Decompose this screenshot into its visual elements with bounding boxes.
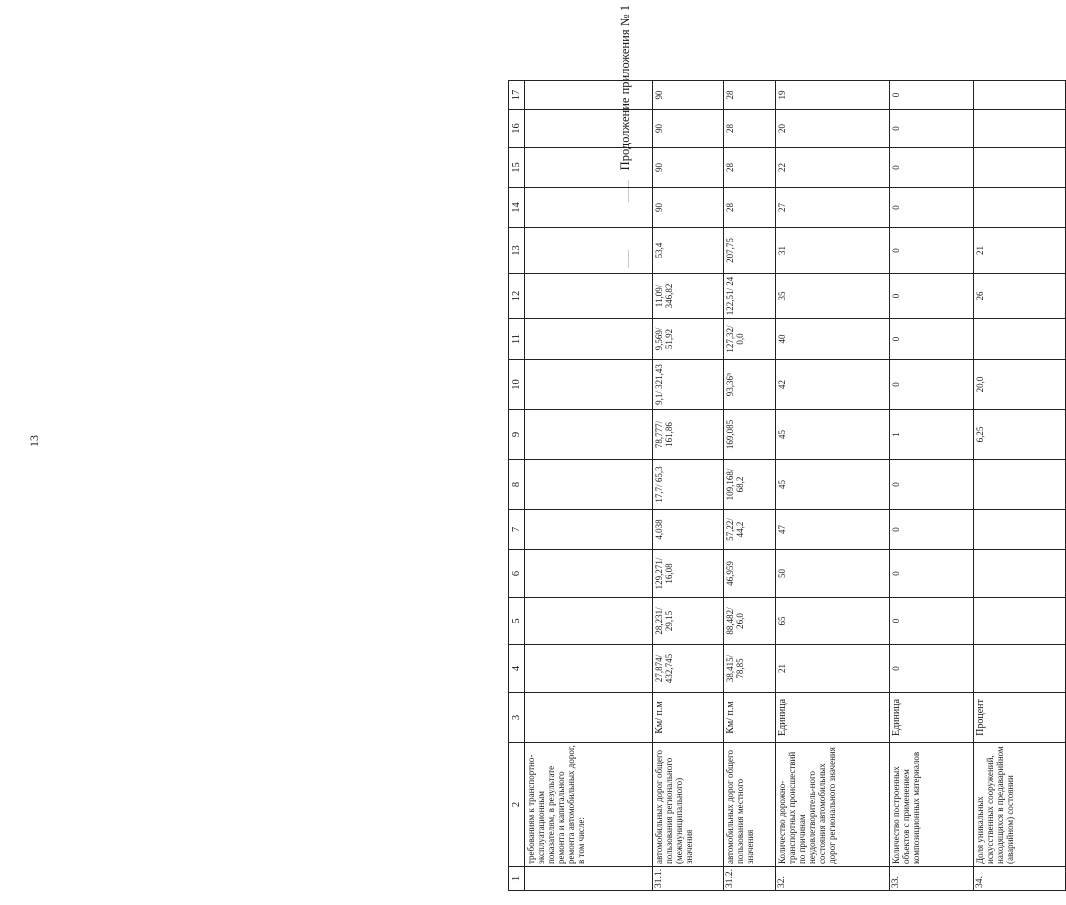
column-header: 3 bbox=[509, 693, 525, 743]
value-cell: 88,482/ 26,0 bbox=[724, 598, 776, 645]
page-number: 13 bbox=[27, 435, 41, 447]
unit-cell: Единица bbox=[776, 693, 890, 743]
indicator-table bbox=[508, 80, 1066, 891]
value-cell: 9,569/ 51,92 bbox=[653, 319, 724, 360]
value-cell: 28 bbox=[724, 110, 776, 148]
column-header: 9 bbox=[509, 410, 525, 460]
value-cell: 0 bbox=[890, 598, 974, 645]
value-cell: 4,038 bbox=[653, 510, 724, 550]
value-cell: 90 bbox=[653, 81, 724, 110]
value-cell bbox=[525, 110, 653, 148]
value-cell bbox=[974, 319, 1066, 360]
column-header: 6 bbox=[509, 550, 525, 598]
value-cell bbox=[974, 645, 1066, 693]
value-cell bbox=[525, 460, 653, 510]
unit-cell: Км/ п.м bbox=[653, 693, 724, 743]
value-cell: 207,75 bbox=[724, 228, 776, 274]
value-cell: 53,4 bbox=[653, 228, 724, 274]
row-number: 32. bbox=[776, 867, 890, 891]
value-cell: 28,231/ 29,15 bbox=[653, 598, 724, 645]
value-cell: 11,09/ 346,82 bbox=[653, 274, 724, 319]
value-cell: 17,7/ 65,3 bbox=[653, 460, 724, 510]
value-cell bbox=[974, 598, 1066, 645]
value-cell: 19 bbox=[776, 81, 890, 110]
value-cell: 169,085 bbox=[724, 410, 776, 460]
table-row bbox=[890, 81, 974, 891]
value-cell bbox=[974, 148, 1066, 188]
header-row bbox=[509, 81, 525, 891]
value-cell bbox=[525, 148, 653, 188]
value-cell: 26 bbox=[974, 274, 1066, 319]
value-cell: 90 bbox=[653, 110, 724, 148]
value-cell: 0 bbox=[890, 228, 974, 274]
value-cell bbox=[974, 510, 1066, 550]
value-cell: 0 bbox=[890, 274, 974, 319]
value-cell: 20,0 bbox=[974, 360, 1066, 410]
value-cell: 45 bbox=[776, 410, 890, 460]
value-cell bbox=[525, 360, 653, 410]
value-cell: 90 bbox=[653, 148, 724, 188]
value-cell: 27,874/ 432,745 bbox=[653, 645, 724, 693]
indicator-name: автомобильных дорог общего пользования регионального (межмуниципального) значения bbox=[653, 743, 724, 867]
value-cell: 0 bbox=[890, 188, 974, 228]
appendix-caption: Продолжение приложения № 1 bbox=[618, 5, 632, 171]
column-header: 1 bbox=[509, 867, 525, 891]
value-cell: 28 bbox=[724, 148, 776, 188]
value-cell: 28 bbox=[724, 81, 776, 110]
value-cell: 22 bbox=[776, 148, 890, 188]
column-header: 11 bbox=[509, 319, 525, 360]
value-cell: 90 bbox=[653, 188, 724, 228]
value-cell: 20 bbox=[776, 110, 890, 148]
column-header: 15 bbox=[509, 148, 525, 188]
row-number: 31.2. bbox=[724, 867, 776, 891]
value-cell bbox=[974, 81, 1066, 110]
column-header: 8 bbox=[509, 460, 525, 510]
value-cell: 45 bbox=[776, 460, 890, 510]
value-cell: 46,959 bbox=[724, 550, 776, 598]
value-cell: 40 bbox=[776, 319, 890, 360]
value-cell: 50 bbox=[776, 550, 890, 598]
value-cell bbox=[525, 81, 653, 110]
column-header: 2 bbox=[509, 743, 525, 867]
value-cell: 0 bbox=[890, 460, 974, 510]
value-cell: 0 bbox=[890, 110, 974, 148]
indicator-name: Количество дорожно-транспортных происшествий по причинам неудовлетворитель-ного состояния автомобильных дорог регионального значения bbox=[776, 743, 890, 867]
value-cell: 1 bbox=[890, 410, 974, 460]
value-cell bbox=[525, 598, 653, 645]
value-cell: 57,22/ 44,2 bbox=[724, 510, 776, 550]
column-header: 17 bbox=[509, 81, 525, 110]
value-cell: 21 bbox=[974, 228, 1066, 274]
row-number: 33. bbox=[890, 867, 974, 891]
value-cell: 122,51/ 24 bbox=[724, 274, 776, 319]
indicator-name: требованиям к транспортно-эксплуатационным показателям, в результате ремонта и капитального ремонта автомобильных дорог, в том числе: bbox=[525, 743, 653, 867]
value-cell: 0 bbox=[890, 319, 974, 360]
table-row bbox=[724, 81, 776, 891]
value-cell bbox=[974, 550, 1066, 598]
value-cell: 35 bbox=[776, 274, 890, 319]
value-cell: 47 bbox=[776, 510, 890, 550]
value-cell: 27 bbox=[776, 188, 890, 228]
value-cell bbox=[525, 319, 653, 360]
column-header: 12 bbox=[509, 274, 525, 319]
indicator-name: Доля уникальных искусственных сооружений, находящихся в предаварийном (аварийном) состоянии bbox=[974, 743, 1066, 867]
value-cell: 28 bbox=[724, 188, 776, 228]
row-number: 31.1. bbox=[653, 867, 724, 891]
value-cell: 127,32/ 0,0 bbox=[724, 319, 776, 360]
value-cell: 0 bbox=[890, 81, 974, 110]
value-cell: 42 bbox=[776, 360, 890, 410]
value-cell: 65 bbox=[776, 598, 890, 645]
indicator-name: автомобильных дорог общего пользования местного значения bbox=[724, 743, 776, 867]
column-header: 13 bbox=[509, 228, 525, 274]
unit-cell: Единица bbox=[890, 693, 974, 743]
value-cell: 0 bbox=[890, 510, 974, 550]
value-cell: 0 bbox=[890, 360, 974, 410]
value-cell bbox=[525, 550, 653, 598]
value-cell: 0 bbox=[890, 550, 974, 598]
table-row bbox=[653, 81, 724, 891]
value-cell: 93,36⁵ bbox=[724, 360, 776, 410]
value-cell bbox=[525, 228, 653, 274]
value-cell: 6,25 bbox=[974, 410, 1066, 460]
unit-cell: Процент bbox=[974, 693, 1066, 743]
value-cell: 21 bbox=[776, 645, 890, 693]
column-header: 7 bbox=[509, 510, 525, 550]
column-header: 10 bbox=[509, 360, 525, 410]
value-cell: 0 bbox=[890, 148, 974, 188]
unit-cell bbox=[525, 693, 653, 743]
value-cell: 129,271/ 16,08 bbox=[653, 550, 724, 598]
value-cell: 109,168/ 68,2 bbox=[724, 460, 776, 510]
value-cell bbox=[525, 274, 653, 319]
value-cell: 31 bbox=[776, 228, 890, 274]
row-number bbox=[525, 867, 653, 891]
value-cell: 78,777/ 161,86 bbox=[653, 410, 724, 460]
table-row bbox=[776, 81, 890, 891]
value-cell bbox=[974, 460, 1066, 510]
value-cell bbox=[525, 510, 653, 550]
column-header: 16 bbox=[509, 110, 525, 148]
column-header: 14 bbox=[509, 188, 525, 228]
column-header: 5 bbox=[509, 598, 525, 645]
table-row bbox=[525, 81, 653, 891]
table-row bbox=[974, 81, 1066, 891]
value-cell bbox=[974, 110, 1066, 148]
value-cell bbox=[525, 410, 653, 460]
indicator-name: Количество построенных объектов с применением композиционных материалов bbox=[890, 743, 974, 867]
value-cell bbox=[525, 645, 653, 693]
value-cell: 9,1/ 321,43 bbox=[653, 360, 724, 410]
column-header: 4 bbox=[509, 645, 525, 693]
unit-cell: Км/ п.м bbox=[724, 693, 776, 743]
value-cell bbox=[974, 188, 1066, 228]
value-cell: 0 bbox=[890, 645, 974, 693]
row-number: 34. bbox=[974, 867, 1066, 891]
value-cell: 38,415/ 78,85 bbox=[724, 645, 776, 693]
value-cell bbox=[525, 188, 653, 228]
